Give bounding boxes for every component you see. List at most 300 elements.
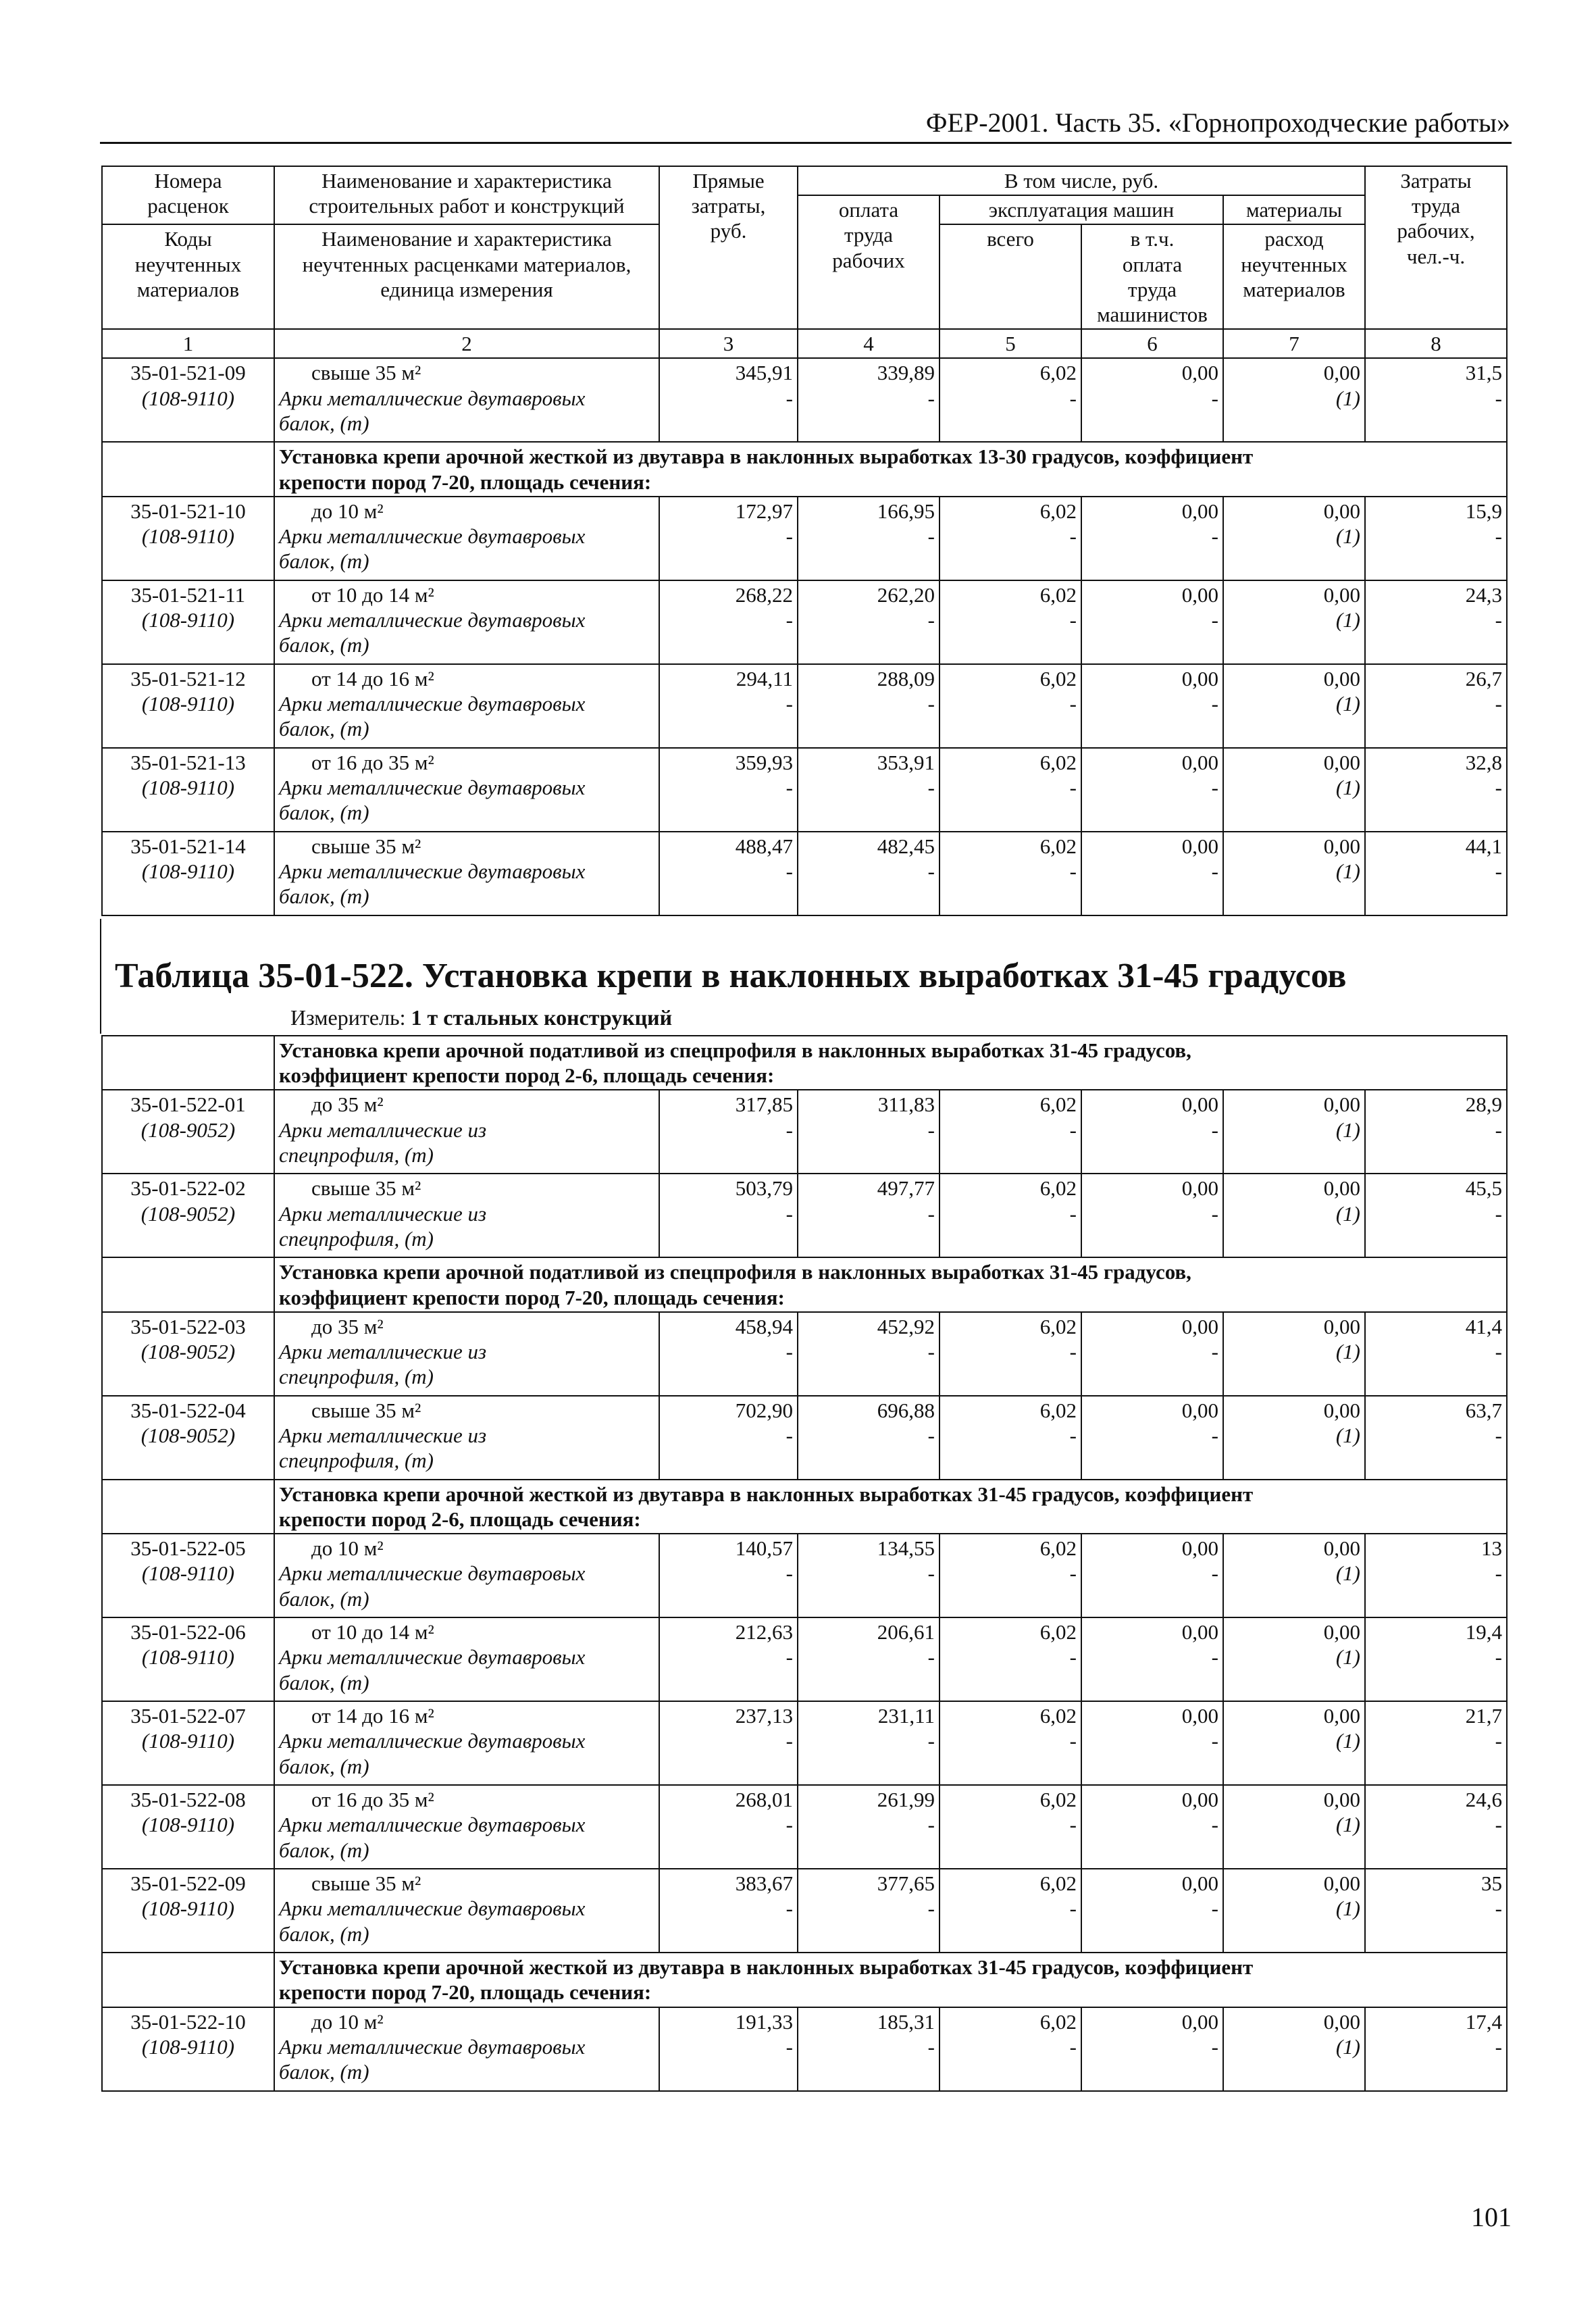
dash: - [1495,1561,1502,1586]
rate-code: 35-01-521-09 [130,361,246,385]
table-row [102,1869,1507,1953]
section-title [274,1480,1507,1534]
dash: - [927,775,935,799]
value-cell [1081,1701,1223,1785]
value-v7: 0,00 [1323,1176,1360,1201]
dash: - [927,2034,935,2059]
value-v5: 6,02 [1039,582,1077,607]
labor-cell [1365,664,1507,748]
left-rule [100,919,101,1034]
rate-code: 35-01-522-09 [130,1871,246,1896]
dash: - [1495,691,1502,715]
value-v3: 345,91 [735,361,793,385]
rate-code-cell [102,748,274,832]
value-v6: 0,00 [1181,2009,1218,2034]
value-v5: 6,02 [1039,1398,1077,1422]
material-name: Арки металлические двутавровых [279,691,586,715]
header-line: неучтенных [134,252,242,276]
hdr-materials: материалы [1223,195,1365,224]
material-name: балок, (т) [279,1838,369,1862]
dash: - [927,386,935,410]
table-row [102,748,1507,832]
header-line: оплата [838,198,899,222]
dash: - [1495,607,1502,632]
value-v7: 0,00 [1323,1704,1360,1728]
value-cell [798,1090,939,1174]
value-v4: 339,89 [877,361,935,385]
dash: - [1069,1339,1077,1363]
rates-table-35-01-521 [101,166,1508,916]
material-name: балок, (т) [279,1670,369,1694]
dash: - [786,1561,793,1586]
rate-code: 35-01-522-08 [130,1788,246,1812]
dash: - [786,2034,793,2059]
labor-cell [1365,1869,1507,1953]
section-row [102,442,1507,496]
material-name: спецпрофиля, (т) [279,1226,434,1251]
hdr-operator-pay [1081,224,1223,329]
column-number: 7 [1223,329,1365,358]
rate-code-cell [102,1701,274,1785]
material-consumption-cell [1223,1312,1365,1396]
material-consumption-cell [1223,664,1365,748]
header-line: Коды [164,227,212,251]
table-row [102,497,1507,580]
work-name-cell [274,748,659,832]
value-cell [798,664,939,748]
dash: - [927,524,935,548]
value-cell [939,2007,1081,2091]
value-cell [939,1174,1081,1257]
rate-code-cell [102,358,274,442]
value-v4: 482,45 [877,834,935,858]
value-cell [1081,1312,1223,1396]
material-name: балок, (т) [279,801,369,825]
material-code: (108-9052) [140,1117,236,1142]
labor-cell [1365,1617,1507,1701]
material-unit-ref: (1) [1335,859,1360,883]
value-cell [659,748,798,832]
dash: - [927,1813,935,1837]
value-v5: 6,02 [1039,1871,1077,1896]
hdr-material-consumption [1223,224,1365,329]
material-consumption-cell [1223,1701,1365,1785]
header-line: труда [844,223,894,247]
work-name: от 14 до 16 м² [311,1704,434,1728]
work-name: от 10 до 14 м² [311,582,434,607]
value-cell [798,1701,939,1785]
value-v8: 28,9 [1465,1092,1502,1117]
value-v6: 0,00 [1181,666,1218,690]
value-v5: 6,02 [1039,499,1077,523]
column-number: 4 [798,329,939,358]
value-v6: 0,00 [1181,1314,1218,1338]
value-cell [659,1396,798,1480]
dash: - [1495,524,1502,548]
value-v8: 31,5 [1465,361,1502,385]
dash: - [927,1896,935,1921]
value-v5: 6,02 [1039,2009,1077,2034]
work-name: до 35 м² [311,1314,384,1338]
dash: - [786,1896,793,1921]
value-cell [1081,832,1223,915]
dash: - [786,1201,793,1226]
labor-cell [1365,497,1507,580]
value-v4: 353,91 [877,750,935,774]
value-v3: 140,57 [735,1536,793,1561]
section-line: Установка крепи арочной жесткой из двутавра в наклонных выработках 31-45 градусов, коэффициент [279,1955,1254,1980]
labor-cell [1365,580,1507,664]
value-v5: 6,02 [1039,834,1077,858]
work-name: от 16 до 35 м² [311,750,434,774]
material-unit-ref: (1) [1335,2034,1360,2059]
material-name: Арки металлические из [279,1339,487,1363]
material-name: Арки металлические двутавровых [279,607,586,632]
dash: - [1069,1561,1077,1586]
value-v3: 702,90 [735,1398,793,1422]
material-code: (108-9052) [140,1423,236,1447]
section-line: крепости пород 7-20, площадь сечения: [279,1980,652,2005]
material-code: (108-9110) [141,1645,235,1669]
value-cell [798,1785,939,1869]
labor-cell [1365,1701,1507,1785]
value-cell [939,748,1081,832]
value-cell [659,358,798,442]
value-v8: 19,4 [1465,1620,1502,1644]
rate-code: 35-01-522-04 [130,1398,246,1422]
value-cell [659,1617,798,1701]
work-name-cell [274,358,659,442]
section-title [274,442,1507,496]
work-name-cell [274,1534,659,1617]
material-consumption-cell [1223,1396,1365,1480]
column-number: 8 [1365,329,1507,358]
rate-code: 35-01-522-10 [130,2009,246,2034]
labor-cell [1365,1785,1507,1869]
hdr-labor [1365,166,1507,329]
value-v7: 0,00 [1323,1536,1360,1561]
material-name: Арки металлические двутавровых [279,386,586,410]
material-code: (108-9052) [140,1339,236,1363]
rate-code: 35-01-522-03 [130,1314,246,1338]
value-v7: 0,00 [1323,1398,1360,1422]
value-cell [798,832,939,915]
dash: - [1069,1201,1077,1226]
value-v3: 294,11 [736,666,793,690]
value-v3: 212,63 [735,1620,793,1644]
value-cell [798,1869,939,1953]
value-v6: 0,00 [1181,1176,1218,1201]
value-v5: 6,02 [1039,1536,1077,1561]
header-line: материалов [1243,277,1345,301]
rate-code-cell [102,1174,274,1257]
rate-code-cell [102,497,274,580]
material-code: (108-9110) [141,775,235,799]
value-v3: 268,01 [735,1788,793,1812]
value-v4: 134,55 [877,1536,935,1561]
dash: - [1495,1117,1502,1142]
column-number: 5 [939,329,1081,358]
dash: - [1069,1896,1077,1921]
dash: - [927,1729,935,1753]
header-line: неучтенных расценками материалов, [302,252,632,276]
section-blank-cell [102,1036,274,1090]
material-name: балок, (т) [279,717,369,741]
work-name: от 14 до 16 м² [311,666,434,690]
dash: - [927,859,935,883]
value-v7: 0,00 [1323,750,1360,774]
dash: - [1069,524,1077,548]
dash: - [1211,1896,1218,1921]
value-cell [1081,580,1223,664]
section-line: крепости пород 7-20, площадь сечения: [279,470,652,494]
value-v7: 0,00 [1323,1620,1360,1644]
material-code: (108-9110) [141,386,235,410]
column-number: 2 [274,329,659,358]
column-number: 6 [1081,329,1223,358]
value-cell [659,1701,798,1785]
dash: - [786,691,793,715]
value-v3: 359,93 [735,750,793,774]
work-name: свыше 35 м² [311,1871,421,1896]
material-name: Арки металлические двутавровых [279,775,586,799]
dash: - [927,607,935,632]
dash: - [1069,386,1077,410]
value-cell [798,580,939,664]
material-name: Арки металлические двутавровых [279,1729,586,1753]
dash: - [786,859,793,883]
material-name: Арки металлические из [279,1201,487,1226]
hdr-machines-total: всего [939,224,1081,329]
dash: - [1069,2034,1077,2059]
value-v4: 497,77 [877,1176,935,1201]
dash: - [1495,1729,1502,1753]
rate-code-cell [102,2007,274,2091]
material-consumption-cell [1223,1785,1365,1869]
section-blank-cell [102,1480,274,1534]
work-name: свыше 35 м² [311,1176,421,1201]
value-v7: 0,00 [1323,499,1360,523]
work-name-cell [274,832,659,915]
value-cell [798,1617,939,1701]
measure-value: 1 т стальных конструкций [411,1005,673,1030]
value-cell [798,748,939,832]
dash: - [1069,859,1077,883]
value-v8: 35 [1481,1871,1502,1896]
value-cell [798,1396,939,1480]
header-line: оплата [1122,252,1183,276]
dash: - [1211,1561,1218,1586]
work-name: свыше 35 м² [311,834,421,858]
material-consumption-cell [1223,748,1365,832]
dash: - [1069,1813,1077,1837]
value-v4: 166,95 [877,499,935,523]
value-v4: 377,65 [877,1871,935,1896]
table1-body [102,358,1507,915]
hdr-including: В том числе, руб. [798,166,1365,195]
material-code: (108-9052) [140,1201,236,1226]
value-cell [1081,1534,1223,1617]
value-v5: 6,02 [1039,1620,1077,1644]
dash: - [927,691,935,715]
value-v6: 0,00 [1181,1536,1218,1561]
header-line: в т.ч. [1130,227,1175,251]
value-v4: 288,09 [877,666,935,690]
work-name-cell [274,1090,659,1174]
dash: - [786,524,793,548]
work-name-cell [274,1396,659,1480]
value-cell [1081,1174,1223,1257]
dash: - [786,1117,793,1142]
dash: - [786,607,793,632]
rate-code: 35-01-521-10 [130,499,246,523]
header-line: труда [1127,277,1177,301]
dash: - [1495,386,1502,410]
section-row [102,1953,1507,2007]
rate-code: 35-01-522-01 [130,1092,246,1117]
header-line: расход [1264,227,1324,251]
table-row [102,1617,1507,1701]
header-line: Наименование и характеристика [321,227,612,251]
material-code: (108-9110) [141,859,235,883]
page-number: 101 [1471,2202,1512,2232]
value-v8: 44,1 [1465,834,1502,858]
rate-code-cell [102,1396,274,1480]
value-v5: 6,02 [1039,1092,1077,1117]
header-line: Затраты [1400,169,1472,193]
section-line: Установка крепи арочной податливой из спецпрофиля в наклонных выработках 31-45 градусов, [279,1260,1191,1284]
dash: - [927,1561,935,1586]
value-v4: 206,61 [877,1620,935,1644]
material-unit-ref: (1) [1335,1117,1360,1142]
column-number: 1 [102,329,274,358]
material-name: Арки металлические двутавровых [279,1896,586,1921]
rate-code: 35-01-522-02 [130,1176,246,1201]
value-v3: 503,79 [735,1176,793,1201]
value-cell [659,1534,798,1617]
dash: - [1211,1813,1218,1837]
dash: - [1211,1729,1218,1753]
header-line: единица измерения [380,277,553,301]
value-v6: 0,00 [1181,361,1218,385]
header-line: расценок [147,194,229,218]
value-cell [939,832,1081,915]
hdr-rate-numbers [102,166,274,224]
dash: - [1211,775,1218,799]
material-code: (108-9110) [141,1813,235,1837]
work-name: свыше 35 м² [311,1398,421,1422]
material-consumption-cell [1223,1174,1365,1257]
value-v3: 268,22 [735,582,793,607]
dash: - [1069,607,1077,632]
material-name: балок, (т) [279,633,369,657]
dash: - [786,1423,793,1447]
section-line: Установка крепи арочной податливой из спецпрофиля в наклонных выработках 31-45 градусов, [279,1038,1191,1062]
material-name: балок, (т) [279,1586,369,1611]
rate-code-cell [102,1090,274,1174]
value-cell [939,358,1081,442]
rates-table-35-01-522 [101,1035,1508,2092]
value-v7: 0,00 [1323,2009,1360,2034]
value-cell [659,1312,798,1396]
material-name: балок, (т) [279,1754,369,1778]
work-name-cell [274,497,659,580]
dash: - [1211,1645,1218,1669]
value-v4: 231,11 [877,1704,935,1728]
material-code: (108-9110) [141,607,235,632]
value-cell [1081,1090,1223,1174]
rate-code-cell [102,580,274,664]
labor-cell [1365,1534,1507,1617]
dash: - [927,1645,935,1669]
material-name: спецпрофиля, (т) [279,1365,434,1389]
material-name: балок, (т) [279,2059,369,2084]
value-cell [659,580,798,664]
dash: - [1211,2034,1218,2059]
material-unit-ref: (1) [1335,1813,1360,1837]
column-numbers-row [102,329,1507,358]
section-line: Установка крепи арочной жесткой из двутавра в наклонных выработках 31-45 градусов, коэффициент [279,1482,1254,1506]
table2-body [102,1036,1507,2091]
header-line: Наименование и характеристика [321,169,612,193]
material-name: Арки металлические из [279,1423,487,1447]
value-cell [1081,748,1223,832]
material-code: (108-9110) [141,691,235,715]
section-title [274,1036,1507,1090]
work-name-cell [274,664,659,748]
section-line: коэффициент крепости пород 2-6, площадь сечения: [279,1063,775,1088]
header-line: рабочих, [1397,219,1475,243]
header-line: чел.-ч. [1406,244,1466,268]
header-line: материалов [136,277,240,301]
column-number: 3 [659,329,798,358]
labor-cell [1365,1174,1507,1257]
dash: - [1211,859,1218,883]
rate-code: 35-01-521-13 [130,750,246,774]
running-header-title: ФЕР-2001. Часть 35. «Горнопроходческие работы» [925,107,1510,138]
material-unit-ref: (1) [1335,1201,1360,1226]
value-cell [939,1701,1081,1785]
value-v6: 0,00 [1181,1871,1218,1896]
hdr-worker-pay [798,195,939,329]
header-line: рабочих [832,248,905,272]
value-cell [1081,664,1223,748]
value-v6: 0,00 [1181,834,1218,858]
rate-code-cell [102,664,274,748]
material-unit-ref: (1) [1335,386,1360,410]
dash: - [1495,775,1502,799]
value-v4: 262,20 [877,582,935,607]
value-v5: 6,02 [1039,1314,1077,1338]
dash: - [1211,691,1218,715]
dash: - [927,1117,935,1142]
value-cell [659,1869,798,1953]
value-cell [1081,1785,1223,1869]
section-row [102,1257,1507,1311]
value-v6: 0,00 [1181,582,1218,607]
work-name-cell [274,1701,659,1785]
material-name: спецпрофиля, (т) [279,1449,434,1473]
table-row [102,1701,1507,1785]
value-v5: 6,02 [1039,1788,1077,1812]
rate-code: 35-01-522-05 [130,1536,246,1561]
value-v3: 191,33 [735,2009,793,2034]
material-name: балок, (т) [279,411,369,435]
material-unit-ref: (1) [1335,691,1360,715]
material-consumption-cell [1223,580,1365,664]
dash: - [1069,1423,1077,1447]
material-unit-ref: (1) [1335,524,1360,548]
